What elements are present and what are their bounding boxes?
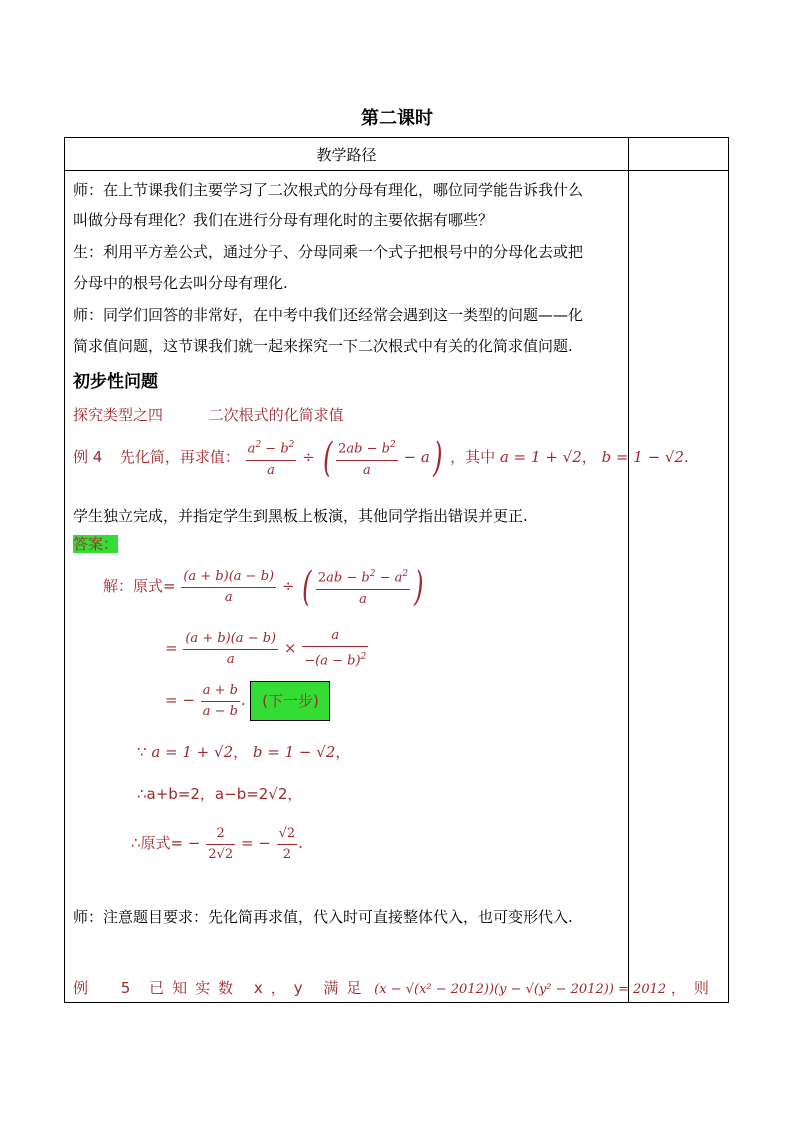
explore-type-label: 探究类型之四 — [73, 406, 164, 424]
next-step-button[interactable]: (下一步) — [250, 681, 330, 721]
example-5-label: 例 5 — [73, 979, 145, 997]
example-5-tail: ，则 — [670, 979, 717, 997]
teacher-line-2: 叫做分母有理化？我们在进行分母有理化时的主要依据有哪些？ — [73, 211, 494, 229]
example-4-a-value: a = 1 + √2 — [499, 448, 582, 466]
instruction-text: 学生独立完成，并指定学生到黑板上板演，其他同学指出错误并更正. — [73, 507, 528, 525]
example-4-expression: $\frac{a^2 - b^2}{a}$ ÷ ( $\frac{2ab - b^2}{a}$ − a) — [247, 435, 443, 481]
solution-step-1: 解：原式= $\frac{(a + b)(a - b)}{a}$ ÷ ( $\frac{2ab - b^2 - a^2}{a}$ ) — [103, 564, 424, 610]
column-divider — [628, 138, 629, 1002]
student-line-1: 生：利用平方差公式，通过分子、分母同乘一个式子把根号中的分母化去或把 — [73, 243, 584, 261]
answer-label: 答案： — [73, 535, 119, 553]
explore-title: 二次根式的化简求值 — [208, 406, 344, 424]
lesson-table — [64, 137, 729, 1003]
example-5 — [73, 977, 717, 998]
solution-prefix: 解：原式= — [103, 577, 176, 595]
example-4-b-value: b = 1 − √2 — [601, 448, 685, 466]
teacher-line-3: 师：同学们回答的非常好，在中考中我们还经常会遇到这一类型的问题——化 — [73, 306, 584, 324]
example-5-text: 已知实数 x，y 满足 — [149, 979, 370, 997]
teacher-note: 师：注意题目要求：先化简再求值，代入时可直接整体代入，也可变形代入. — [73, 908, 573, 926]
example-4: 例 4 先化简，再求值： $\frac{a^2 - b^2}{a}$ ÷ ( $\frac{2ab - b^2}{a}$ − a) ，其中 a = 1 + √2， b = 1 − √2. — [73, 435, 689, 481]
teacher-line-4: 简求值问题，这节课我们就一起来探究一下二次根式中有关的化简求值问题. — [73, 337, 573, 355]
example-5-equation: (x − √(x² − 2012))(y − √(y² − 2012)) = 2012 — [374, 982, 667, 997]
solution-therefore-1: ∴a+b=2，a−b=2√2， — [137, 785, 303, 803]
explore-type — [73, 404, 344, 425]
section-heading: 初步性问题 — [73, 372, 158, 392]
solution-therefore-2: ∴原式= − $\frac{2}{2√2}$ = − $\frac{√2}{2}$ . — [131, 825, 303, 862]
teacher-line-1: 师：在上节课我们主要学习了二次根式的分母有理化，哪位同学能告诉我什么 — [73, 181, 584, 199]
table-header: 教学路径 — [316, 146, 377, 164]
solution-because: ∵ a = 1 + √2， b = 1 − √2， — [137, 743, 351, 761]
student-line-2: 分母中的根号化去叫分母有理化. — [73, 274, 288, 292]
header-divider — [65, 170, 728, 171]
page-title: 第二课时 — [361, 108, 433, 129]
example-4-prompt: 先化简，再求值： — [119, 448, 240, 466]
solution-step-3: = − $\frac{a + b}{a - b}$ . (下一步) — [165, 678, 330, 722]
example-4-label: 例 4 — [73, 448, 103, 466]
example-4-where: ，其中 — [450, 448, 496, 466]
solution-step-2: = $\frac{(a + b)(a - b)}{a}$ × $\frac{a}{-(a - b)^2}$ — [165, 628, 367, 669]
